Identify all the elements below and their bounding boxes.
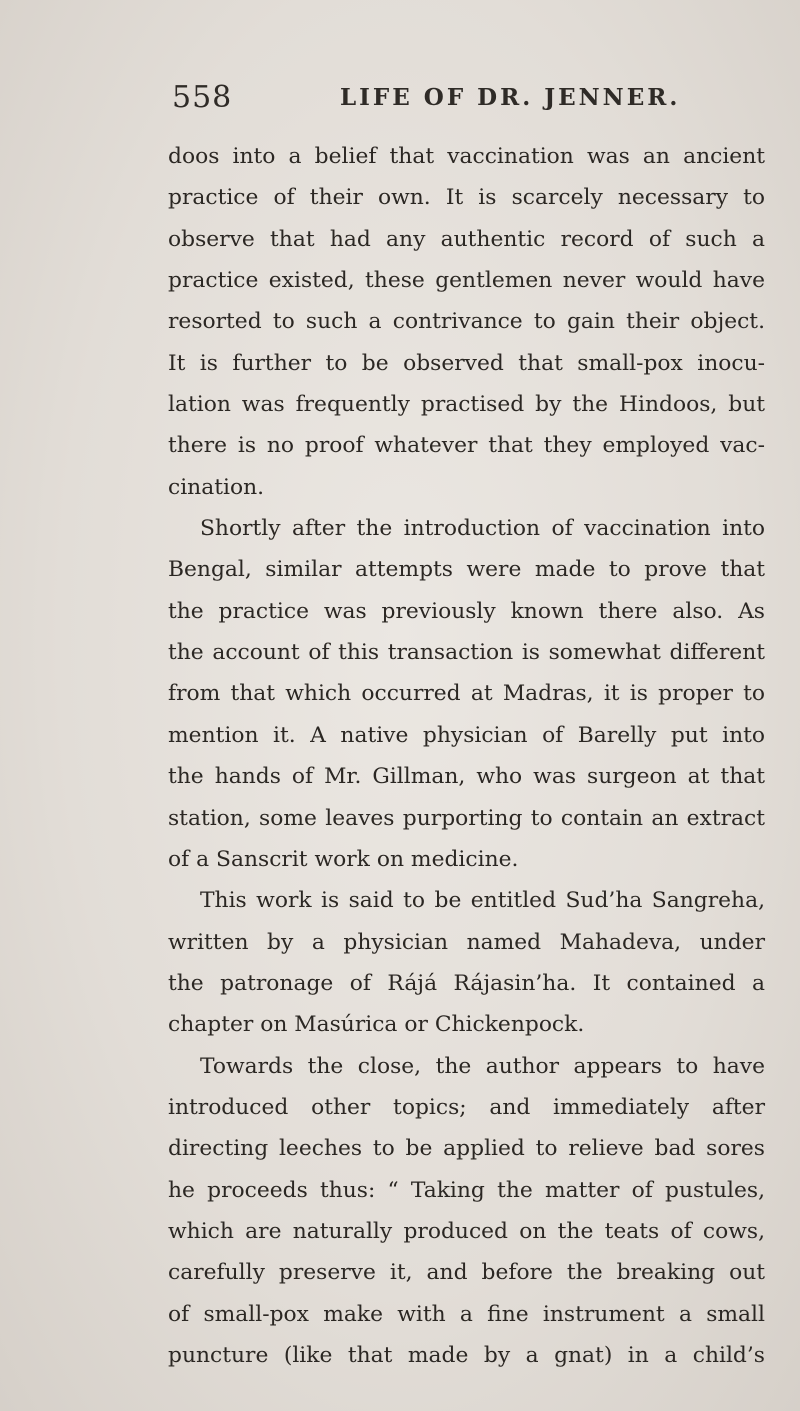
text-line: station, some leaves purporting to contain an extract bbox=[168, 805, 765, 831]
text-line: Shortly after the introduction of vaccination into bbox=[200, 516, 765, 542]
text-line: which are naturally produced on the teats of cows, bbox=[168, 1218, 765, 1244]
text-line: the practice was previously known there also. As bbox=[168, 598, 765, 624]
page-header bbox=[172, 80, 772, 124]
text-line: practice of their own. It is scarcely necessary to bbox=[168, 185, 765, 211]
text-line: puncture (like that made by a gnat) in a child’s bbox=[168, 1342, 765, 1368]
text-line: the patronage of Rájá Rájasin’ha. It contained a bbox=[168, 970, 765, 996]
text-line: mention it. A native physician of Barelly put into bbox=[168, 722, 765, 748]
text-line: directing leeches to be applied to relieve bad sores bbox=[168, 1136, 765, 1162]
text-line: observe that had any authentic record of such a bbox=[168, 226, 765, 252]
text-line: It is further to be observed that small-pox inocu- bbox=[168, 350, 765, 376]
text-line: from that which occurred at Madras, it is proper to bbox=[168, 681, 765, 707]
text-line: the account of this transaction is somewhat different bbox=[168, 640, 765, 666]
text-line: cination. bbox=[168, 474, 265, 500]
text-line: Bengal, similar attempts were made to prove that bbox=[168, 557, 765, 583]
page-number: 558 bbox=[172, 80, 233, 115]
text-line: he proceeds thus: “ Taking the matter of pustules, bbox=[168, 1177, 765, 1203]
text-line: the hands of Mr. Gillman, who was surgeon at that bbox=[168, 764, 765, 790]
text-line: doos into a belief that vaccination was an ancient bbox=[168, 144, 765, 169]
text-line: carefully preserve it, and before the breaking out bbox=[168, 1260, 765, 1286]
text-line: introduced other topics; and immediately after bbox=[168, 1094, 765, 1120]
running-head: LIFE OF DR. JENNER. bbox=[340, 84, 681, 111]
text-line: of small-pox make with a fine instrument a small bbox=[168, 1301, 765, 1327]
text-line: there is no proof whatever that they employed vac- bbox=[168, 433, 765, 459]
text-line: lation was frequently practised by the Hindoos, but bbox=[168, 392, 765, 418]
text-line: Towards the close, the author appears to have bbox=[200, 1053, 765, 1079]
text-line: resorted to such a contrivance to gain their object. bbox=[168, 309, 765, 335]
text-line: written by a physician named Mahadeva, under bbox=[168, 929, 765, 955]
text-line: chapter on Masúrica or Chickenpock. bbox=[168, 1012, 585, 1038]
text-line: This work is said to be entitled Sud’ha Sangreha, bbox=[200, 888, 765, 914]
text-line: practice existed, these gentlemen never would have bbox=[168, 268, 765, 294]
text-line: of a Sanscrit work on medicine. bbox=[168, 846, 519, 872]
body-text bbox=[168, 136, 765, 1376]
